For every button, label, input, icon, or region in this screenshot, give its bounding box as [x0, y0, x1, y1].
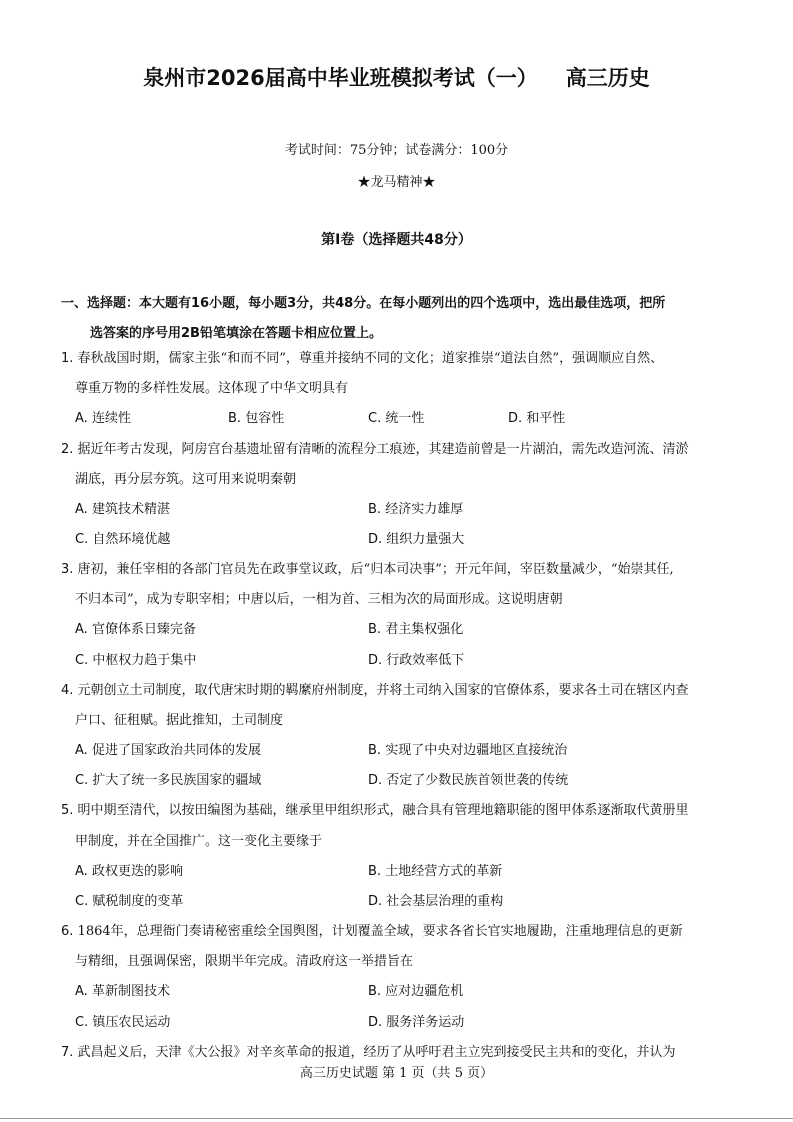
- question-2-option-c[interactable]: [75, 532, 170, 548]
- question-stem-text: 元朝创立土司制度，取代唐宋时期的羁縻府州制度，并将土司纳入国家的官僚体系，要求各土司在辖区内查: [77, 683, 689, 698]
- option-text: 中枢权力趋于集中: [92, 653, 197, 668]
- question-3-option-b[interactable]: [368, 622, 463, 638]
- option-label: C.: [75, 773, 89, 788]
- option-label: B.: [368, 864, 382, 879]
- option-text: 组织力量强大: [386, 532, 465, 547]
- question-6-option-d[interactable]: [368, 1015, 464, 1031]
- option-text: 建筑技术精湛: [91, 502, 170, 517]
- option-text: 实现了中央对边疆地区直接统治: [385, 743, 568, 758]
- question-3-option-d[interactable]: [368, 653, 464, 669]
- option-label: B.: [368, 984, 382, 999]
- question-3-stem-line-1: [61, 562, 674, 578]
- question-1-option-c[interactable]: [368, 411, 424, 427]
- option-label: A.: [75, 743, 88, 758]
- question-number: 1.: [61, 351, 74, 366]
- page-footer: 高三历史试题 第 1 页（共 5 页）: [299, 1066, 494, 1081]
- instruction-line-1: 一、选择题：本大题有16小题，每小题3分，共48分。在每小题列出的四个选项中，选出最佳选项，把所: [61, 296, 666, 311]
- option-text: 土地经营方式的革新: [385, 864, 503, 879]
- option-label: B.: [368, 743, 382, 758]
- question-5-stem-line-2: 甲制度，并在全国推广。这一变化主要缘于: [75, 834, 323, 849]
- question-stem-text: 春秋战国时期，儒家主张“和而不同”，尊重并接纳不同的文化；道家推崇“道法自然”，强调顺应自然、: [77, 351, 664, 366]
- exam-title: [0, 62, 793, 92]
- exam-subject: 高三历史: [565, 66, 650, 90]
- instruction-line-2: 选答案的序号用2B铅笔填涂在答题卡相应位置上。: [90, 326, 382, 341]
- question-4-stem-line-1: [61, 683, 689, 699]
- option-label: A.: [75, 502, 88, 517]
- question-5-option-d[interactable]: [368, 894, 503, 910]
- question-number: 2.: [61, 442, 74, 457]
- option-text: 革新制图技术: [91, 984, 170, 999]
- question-4-option-a[interactable]: [75, 743, 261, 759]
- question-5-option-c[interactable]: [75, 894, 183, 910]
- question-7-stem-line-1: [61, 1045, 676, 1061]
- question-3-stem-line-2: 不归本司”，成为专职宰相；中唐以后，一相为首、三相为次的局面形成。这说明唐朝: [75, 592, 563, 607]
- question-2-stem-line-1: [61, 442, 689, 458]
- exam-title-main: 泉州市2026届高中毕业班模拟考试（一）: [143, 66, 538, 90]
- option-text: 行政效率低下: [386, 653, 465, 668]
- question-stem-text: 明中期至清代，以按田编图为基础，继承里甲组织形式，融合具有管理地籍职能的图甲体系逐渐取代黄册里: [77, 803, 689, 818]
- question-4-option-c[interactable]: [75, 773, 261, 789]
- option-text: 君主集权强化: [385, 622, 464, 637]
- exam-info: 考试时间：75分钟；试卷满分：100分: [284, 143, 509, 158]
- option-label: D.: [368, 1015, 383, 1030]
- option-label: B.: [368, 622, 382, 637]
- option-label: A.: [75, 864, 88, 879]
- option-text: 否定了少数民族首领世袭的传统: [386, 773, 569, 788]
- option-text: 统一性: [385, 411, 425, 426]
- question-number: 4.: [61, 683, 74, 698]
- section-title: 第I卷（选择题共48分）: [321, 232, 472, 248]
- question-1-stem-line-2: 尊重万物的多样性发展。这体现了中华文明具有: [75, 381, 349, 396]
- option-label: C.: [75, 894, 89, 909]
- question-4-option-b[interactable]: [368, 743, 567, 759]
- option-text: 社会基层治理的重构: [386, 894, 504, 909]
- option-text: 服务洋务运动: [386, 1015, 465, 1030]
- option-label: A.: [75, 411, 88, 426]
- option-text: 扩大了统一多民族国家的疆域: [92, 773, 262, 788]
- question-stem-text: 1864年，总理衙门奏请秘密重绘全国舆图，计划覆盖全域，要求各省长官实地履勘，注重地理信息的更新: [77, 924, 683, 939]
- option-text: 赋税制度的变革: [92, 894, 184, 909]
- option-label: D.: [368, 773, 383, 788]
- question-6-option-a[interactable]: [75, 984, 170, 1000]
- question-5-stem-line-1: [61, 803, 689, 819]
- option-text: 应对边疆危机: [385, 984, 464, 999]
- question-4-stem-line-2: 户口、征租赋。据此推知，土司制度: [75, 713, 284, 728]
- option-label: A.: [75, 984, 88, 999]
- option-text: 自然环境优越: [92, 532, 171, 547]
- option-text: 经济实力雄厚: [385, 502, 464, 517]
- option-label: C.: [75, 532, 89, 547]
- question-1-option-d[interactable]: [508, 411, 565, 427]
- question-6-option-b[interactable]: [368, 984, 463, 1000]
- exam-motto: ★龙马精神★: [357, 175, 436, 190]
- option-label: C.: [75, 1015, 89, 1030]
- question-1-option-b[interactable]: [228, 411, 284, 427]
- option-label: B.: [228, 411, 242, 426]
- question-2-stem-line-2: 湖底，再分层夯筑。这可用来说明秦朝: [75, 472, 297, 487]
- question-number: 5.: [61, 803, 74, 818]
- option-text: 政权更迭的影响: [91, 864, 183, 879]
- question-1-stem-line-1: [61, 351, 663, 367]
- question-number: 6.: [61, 924, 74, 939]
- question-number: 3.: [61, 562, 74, 577]
- section-instruction: [61, 289, 741, 349]
- option-label: D.: [368, 894, 383, 909]
- option-text: 和平性: [526, 411, 566, 426]
- option-label: D.: [508, 411, 523, 426]
- question-5-option-a[interactable]: [75, 864, 183, 880]
- question-number: 7.: [61, 1045, 74, 1060]
- question-6-stem-line-2: 与精细，且强调保密，限期半年完成。清政府这一举措旨在: [75, 954, 414, 969]
- question-6-option-c[interactable]: [75, 1015, 170, 1031]
- question-2-option-b[interactable]: [368, 502, 463, 518]
- option-text: 促进了国家政治共同体的发展: [91, 743, 261, 758]
- question-stem-text: 唐初，兼任宰相的各部门官员先在政事堂议政，后“归本司决事”；开元年间，宰臣数量减少，“始崇其任,: [77, 562, 674, 577]
- option-label: D.: [368, 653, 383, 668]
- option-label: A.: [75, 622, 88, 637]
- bottom-divider: [0, 1118, 793, 1119]
- question-3-option-a[interactable]: [75, 622, 196, 638]
- option-text: 镇压农民运动: [92, 1015, 171, 1030]
- option-label: D.: [368, 532, 383, 547]
- question-4-option-d[interactable]: [368, 773, 568, 789]
- option-text: 官僚体系日臻完备: [91, 622, 196, 637]
- question-stem-text: 武昌起义后，天津《大公报》对辛亥革命的报道，经历了从呼吁君主立宪到接受民主共和的变化，并认为: [77, 1045, 676, 1060]
- option-text: 包容性: [245, 411, 285, 426]
- option-label: C.: [368, 411, 382, 426]
- question-2-option-a[interactable]: [75, 502, 170, 518]
- question-2-option-d[interactable]: [368, 532, 464, 548]
- option-text: 连续性: [91, 411, 131, 426]
- option-label: B.: [368, 502, 382, 517]
- question-stem-text: 据近年考古发现，阿房宫台基遗址留有清晰的流程分工痕迹，其建造前曾是一片湖泊，需先改造河流、清淤: [77, 442, 689, 457]
- question-5-option-b[interactable]: [368, 864, 502, 880]
- question-6-stem-line-1: [61, 924, 683, 940]
- question-3-option-c[interactable]: [75, 653, 196, 669]
- question-1-option-a[interactable]: [75, 411, 131, 427]
- option-label: C.: [75, 653, 89, 668]
